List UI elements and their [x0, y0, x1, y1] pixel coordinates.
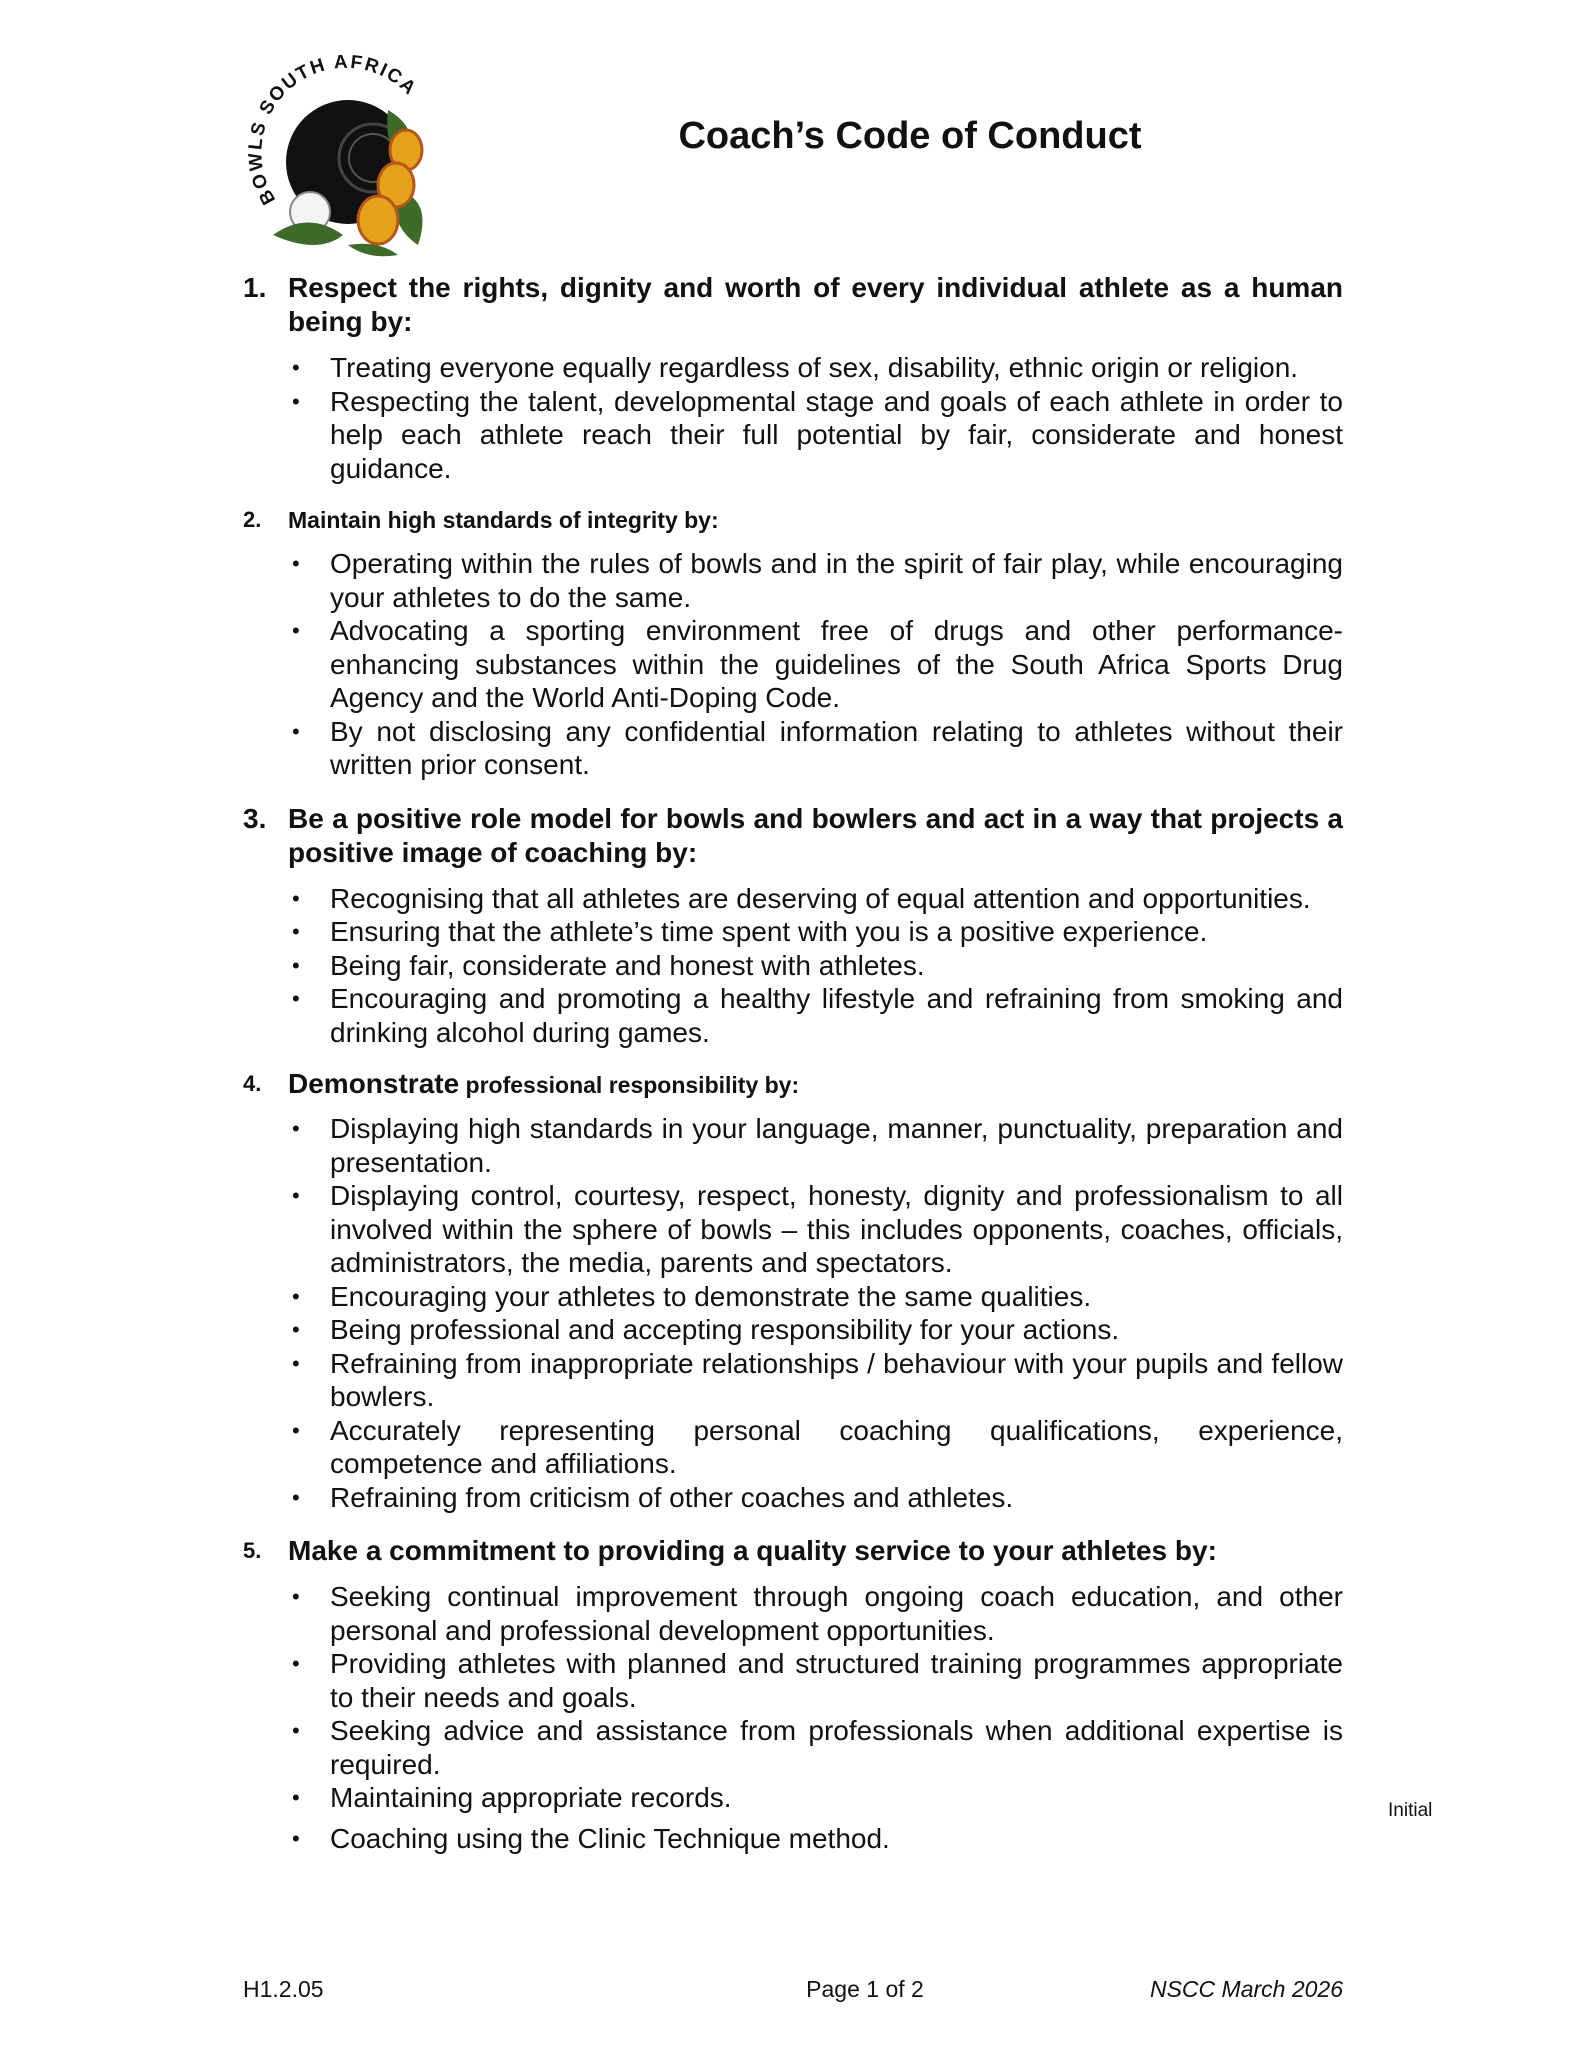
- section-heading: [243, 802, 1343, 870]
- section-number: 4.: [243, 1071, 262, 1096]
- list-item-text: Advocating a sporting environment free of drugs and other performance-enhancing substances within the guidelines of the South Africa Sports Drug Agency and the World Anti-Doping Code.: [330, 615, 1343, 713]
- list-item-text: Seeking continual improvement through ongoing coach education, and other personal and professional development opportunities.: [330, 1581, 1343, 1646]
- document-code: H1.2.05: [243, 1976, 324, 2002]
- list-item-text: Being fair, considerate and honest with athletes.: [330, 949, 925, 981]
- list-item: [243, 1179, 1343, 1280]
- section-heading: [243, 271, 1343, 339]
- list-item-text: Seeking advice and assistance from professionals when additional expertise is required.: [330, 1715, 1343, 1780]
- page-title: Coach’s Code of Conduct: [678, 115, 1142, 157]
- list-item-text: Being professional and accepting responsibility for your actions.: [330, 1314, 1120, 1345]
- bullet-icon: •: [292, 551, 300, 576]
- bullet-list: [243, 351, 1343, 485]
- initial-margin-note: Initial: [1388, 1800, 1433, 1821]
- list-item-text: Recognising that all athletes are deserving of equal attention and opportunities.: [330, 882, 1311, 914]
- section-1: [243, 271, 1343, 485]
- section-heading: [243, 1069, 1343, 1100]
- section-heading-text: Respect the rights, dignity and worth of every individual athlete as a human being by:: [288, 272, 1343, 337]
- list-item-text: Ensuring that the athlete’s time spent with you is a positive experience.: [330, 916, 1208, 947]
- logo-text: BO S SOUTH AFRICA: [248, 51, 421, 209]
- section-3: [243, 802, 1343, 1050]
- list-item: [243, 1313, 1343, 1347]
- list-item-text: Coaching using the Clinic Technique method.: [330, 1822, 890, 1854]
- list-item: [243, 1481, 1343, 1515]
- bullet-icon: •: [292, 1651, 300, 1676]
- bullet-icon: •: [292, 1283, 300, 1309]
- bullet-icon: •: [292, 618, 300, 643]
- page-number: Page 1 of 2: [806, 1976, 924, 2002]
- bullet-icon: •: [292, 1718, 300, 1743]
- section-heading-text: Make a commitment to providing a quality service to your athletes by:: [288, 1535, 1217, 1566]
- list-item-text: Displaying high standards in your language, manner, punctuality, preparation and presentation.: [330, 1113, 1343, 1178]
- bullet-icon: •: [292, 885, 300, 911]
- list-item: [243, 1580, 1343, 1647]
- list-item-text: Providing athletes with planned and structured training programmes appropriate to their needs and goals.: [330, 1648, 1343, 1713]
- list-item: [243, 1647, 1343, 1714]
- list-item: [243, 715, 1343, 782]
- list-item: [243, 1347, 1343, 1414]
- list-item: [243, 385, 1343, 486]
- section-number: 5.: [243, 1538, 262, 1563]
- list-item-text: By not disclosing any confidential information relating to athletes without their written prior consent.: [330, 715, 1343, 780]
- section-heading: [243, 1534, 1343, 1568]
- bullet-icon: •: [292, 1350, 300, 1376]
- bullet-list: [243, 1112, 1343, 1514]
- document-version: NSCC March 2026: [1149, 1976, 1343, 2002]
- list-item-text: Treating everyone equally regardless of sex, disability, ethnic origin or religion.: [330, 352, 1299, 383]
- bullet-icon: •: [292, 718, 300, 744]
- list-item: [243, 547, 1343, 614]
- bullet-list: [243, 1580, 1343, 1855]
- bullet-icon: •: [292, 1825, 300, 1851]
- list-item-text: Operating within the rules of bowls and in the spirit of fair play, while encouraging your athletes to do the same.: [330, 548, 1343, 613]
- section-5: [243, 1534, 1343, 1855]
- list-item: [243, 1714, 1343, 1781]
- bullet-list: [243, 882, 1343, 1050]
- list-item-text: Encouraging your athletes to demonstrate the same qualities.: [330, 1280, 1092, 1312]
- bullet-icon: •: [292, 388, 300, 414]
- list-item: [243, 1781, 1343, 1815]
- list-item: [243, 982, 1343, 1049]
- list-item: [243, 1822, 1343, 1856]
- bullet-icon: •: [292, 1584, 300, 1609]
- list-item: [243, 614, 1343, 715]
- section-heading-first-word: Demonstrate: [288, 1068, 460, 1099]
- section-heading-text: [288, 1069, 1343, 1100]
- bullet-icon: •: [292, 1317, 300, 1342]
- bullet-icon: •: [292, 919, 300, 944]
- section-4: [243, 1069, 1343, 1514]
- list-item: [243, 949, 1343, 983]
- bullet-icon: •: [292, 1116, 300, 1141]
- list-item: [243, 882, 1343, 916]
- list-item-text: Maintaining appropriate records.: [330, 1782, 732, 1813]
- list-item-text: Refraining from criticism of other coaches and athletes.: [330, 1481, 1014, 1513]
- list-item-text: Respecting the talent, developmental stage and goals of each athlete in order to help each athlete reach their full potential by fair, considerate and honest guidance.: [330, 385, 1343, 484]
- bullet-icon: •: [292, 1785, 300, 1810]
- section-heading-rest: professional responsibility by:: [459, 1072, 800, 1098]
- bullet-list: [243, 547, 1343, 782]
- bullet-icon: •: [292, 1484, 300, 1510]
- list-item-text: Encouraging and promoting a healthy lifestyle and refraining from smoking and drinking alcohol during games.: [330, 983, 1343, 1048]
- bullet-icon: •: [292, 952, 300, 978]
- list-item: [243, 351, 1343, 385]
- section-number: 2.: [243, 507, 262, 532]
- section-heading-text: Maintain high standards of integrity by:: [288, 507, 719, 533]
- bullet-icon: •: [292, 1183, 300, 1208]
- section-heading-text: Be a positive role model for bowls and bowlers and act in a way that projects a positive image of coaching by:: [288, 802, 1343, 868]
- list-item: [243, 1280, 1343, 1314]
- section-2: [243, 505, 1343, 782]
- bowls-south-africa-logo: [248, 50, 448, 260]
- code-of-conduct-body: [243, 271, 1343, 1875]
- bullet-icon: •: [292, 1417, 300, 1443]
- list-item: [243, 1414, 1343, 1481]
- list-item-text: Refraining from inappropriate relationships / behaviour with your pupils and fellow bowlers.: [330, 1347, 1343, 1412]
- bullet-icon: •: [292, 986, 300, 1011]
- section-number: 3.: [243, 802, 267, 834]
- list-item: [243, 1112, 1343, 1179]
- bullet-icon: •: [292, 355, 300, 380]
- section-heading: [243, 505, 1343, 535]
- section-number: 1.: [243, 272, 267, 303]
- list-item-text: Displaying control, courtesy, respect, honesty, dignity and professionalism to all involved within the sphere of bowls – this includes opponents, coaches, officials, administrators, the media, parents and spectators.: [330, 1180, 1343, 1278]
- list-item: [243, 915, 1343, 949]
- list-item-text: Accurately representing personal coaching qualifications, experience, competence and affiliations.: [330, 1414, 1343, 1479]
